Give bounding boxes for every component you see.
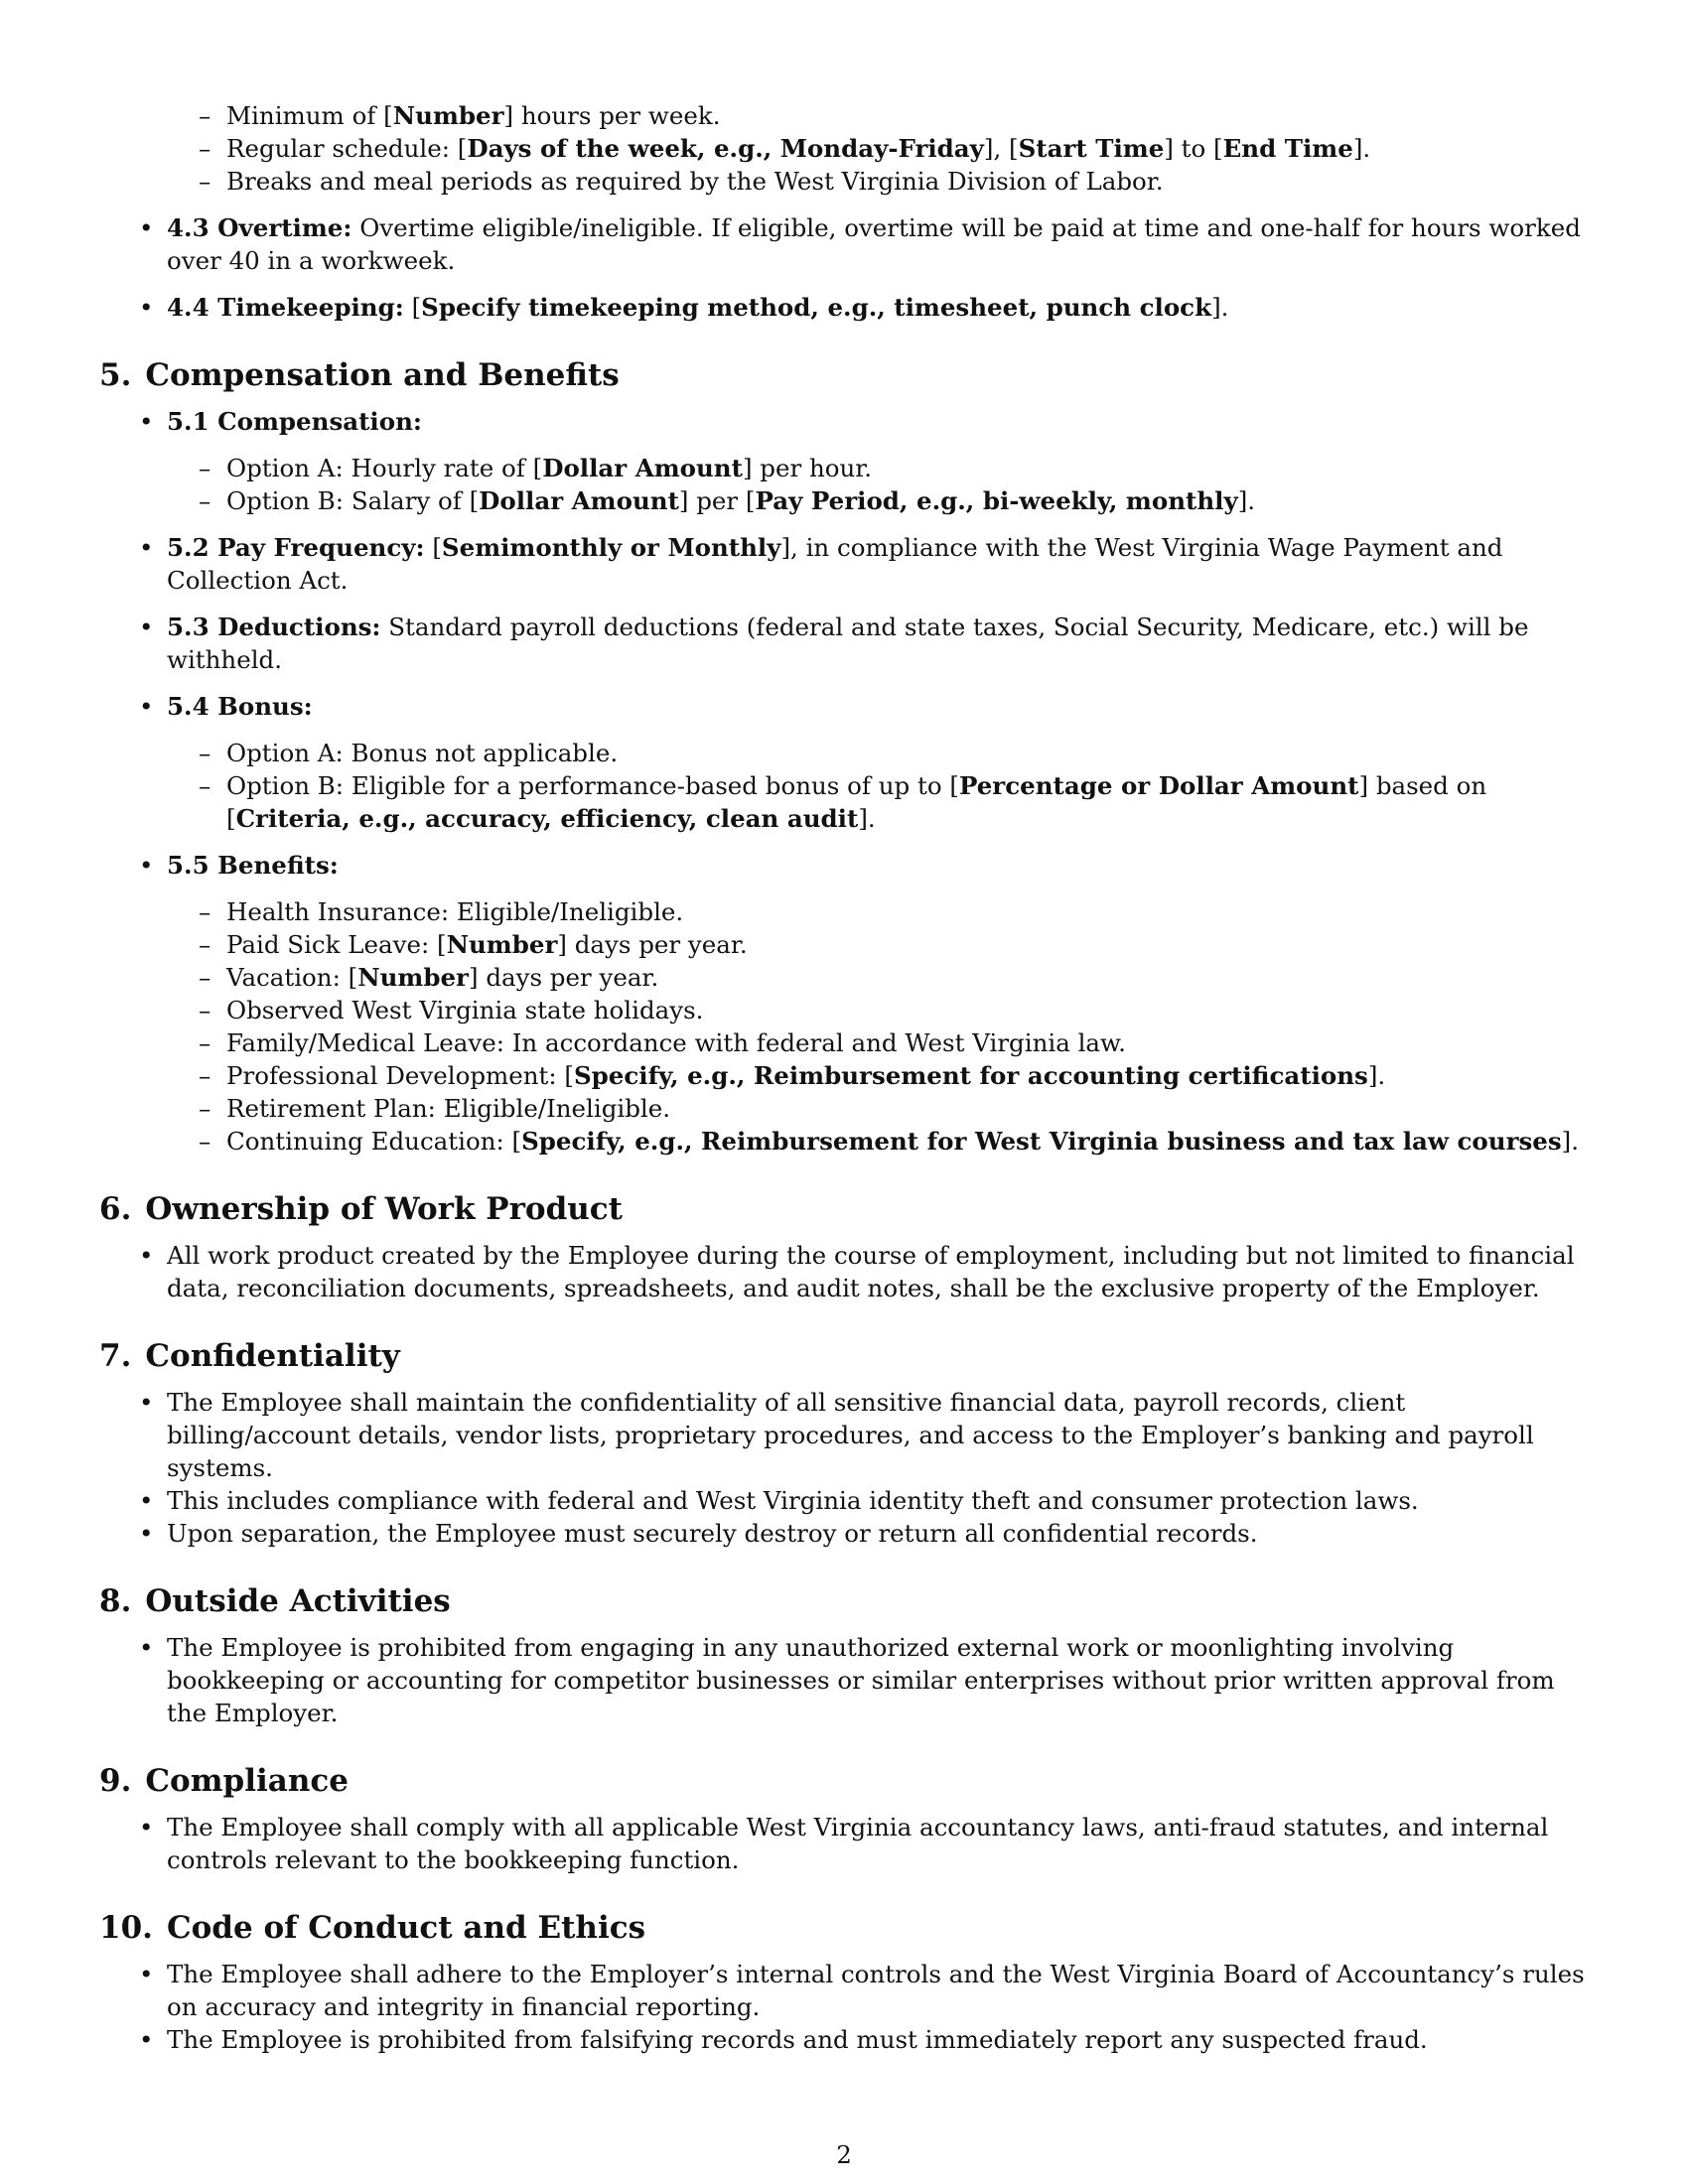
list-item: • Upon separation, the Employee must securely destroy or return all confidential records. [99, 1517, 1589, 1550]
section-5-list [99, 405, 1589, 1158]
list-item: – Family/Medical Leave: In accordance with federal and West Virginia law. [99, 1026, 1589, 1059]
section-8-list [99, 1631, 1589, 1729]
list-item: • The Employee is prohibited from engaging in any unauthorized external work or moonlighting involving bookkeeping or accounting for competitor businesses or similar enterprises without prior written approval from the Employer. [99, 1631, 1589, 1729]
schedule-sublist [99, 99, 1589, 198]
list-item: – Option A: Bonus not applicable. [99, 737, 1589, 769]
list-item: – Professional Development: [Specify, e.g., Reimbursement for accounting certifications]. [99, 1059, 1589, 1092]
bonus-item: • 5.4 Bonus: – Option A: Bonus not applicable. – Option B: Eligible for a performance-based bonus of up to [Percentage or Dollar Amount] based on [Criteria, e.g., accuracy, efficiency, clean audit]. [99, 690, 1589, 835]
page-number: 2 [836, 2140, 852, 2169]
section-heading-7: 7. Confidentiality [99, 1338, 400, 1374]
section-heading-5: 5. Compensation and Benefits [99, 357, 620, 393]
section-7-list [99, 1386, 1589, 1550]
deductions-item: • 5.3 Deductions: Standard payroll deductions (federal and state taxes, Social Security, Medicare, etc.) will be withheld. [99, 611, 1589, 676]
list-item: – Observed West Virginia state holidays. [99, 994, 1589, 1026]
section-9-list [99, 1811, 1589, 1876]
section-heading-9: 9. Compliance [99, 1763, 349, 1799]
page-content [99, 99, 1589, 2056]
section-4-list [99, 211, 1589, 324]
bonus-sublist [99, 737, 1589, 835]
list-item: – Minimum of [Number] hours per week. [99, 99, 1589, 132]
list-item: – Retirement Plan: Eligible/Ineligible. [99, 1092, 1589, 1125]
list-item: – Continuing Education: [Specify, e.g., Reimbursement for West Virginia business and tax law courses]. [99, 1125, 1589, 1158]
list-item: • All work product created by the Employee during the course of employment, including but not limited to financial data, reconciliation documents, spreadsheets, and audit notes, shall be the exclusive property of the Employer. [99, 1239, 1589, 1304]
benefits-sublist [99, 895, 1589, 1158]
list-item: – Vacation: [Number] days per year. [99, 961, 1589, 994]
list-item: • The Employee shall adhere to the Employer’s internal controls and the West Virginia Board of Accountancy’s rules on accuracy and integrity in financial reporting. [99, 1958, 1589, 2023]
list-item: • This includes compliance with federal and West Virginia identity theft and consumer protection laws. [99, 1484, 1589, 1517]
section-heading-8: 8. Outside Activities [99, 1583, 451, 1619]
compensation-sublist [99, 452, 1589, 517]
benefits-item: • 5.5 Benefits: – Health Insurance: Eligible/Ineligible. – Paid Sick Leave: [Number] days per year. – Vacation: [Number] days per year. – Observed West Virginia state holidays. – Family/Medical Leave: In accordance with federal and West Virginia law. – Professional Development: [Specify, e.g., Reimbursement for accounting certifications]. – Retirement Plan: Eligible/Ineligible. – Continuing Education: [Specify, e.g., Reimbursement for West Virginia business and tax law courses]. [99, 849, 1589, 1158]
section-6-list [99, 1239, 1589, 1304]
list-item: – Option B: Salary of [Dollar Amount] per [Pay Period, e.g., bi-weekly, monthly]. [99, 484, 1589, 517]
list-item: – Option A: Hourly rate of [Dollar Amount] per hour. [99, 452, 1589, 484]
compensation-item: • 5.1 Compensation: – Option A: Hourly rate of [Dollar Amount] per hour. – Option B: Salary of [Dollar Amount] per [Pay Period, e.g., bi-weekly, monthly]. [99, 405, 1589, 517]
list-item: – Option B: Eligible for a performance-based bonus of up to [Percentage or Dollar Amount] based on [Criteria, e.g., accuracy, efficiency, clean audit]. [99, 769, 1589, 835]
list-item: • The Employee shall comply with all applicable West Virginia accountancy laws, anti-fraud statutes, and internal controls relevant to the bookkeeping function. [99, 1811, 1589, 1876]
section-10-list [99, 1958, 1589, 2056]
list-item: – Regular schedule: [Days of the week, e.g., Monday-Friday], [Start Time] to [End Time]. [99, 132, 1589, 165]
section-heading-6: 6. Ownership of Work Product [99, 1191, 623, 1227]
list-item: – Health Insurance: Eligible/Ineligible. [99, 895, 1589, 928]
list-item: – Paid Sick Leave: [Number] days per year. [99, 928, 1589, 961]
pay-frequency-item: • 5.2 Pay Frequency: [Semimonthly or Monthly], in compliance with the West Virginia Wage Payment and Collection Act. [99, 531, 1589, 597]
overtime-item: • 4.3 Overtime: Overtime eligible/ineligible. If eligible, overtime will be paid at time and one-half for hours worked over 40 in a workweek. [99, 211, 1589, 277]
section-heading-10: 10. Code of Conduct and Ethics [99, 1910, 646, 1946]
list-item: • The Employee is prohibited from falsifying records and must immediately report any suspected fraud. [99, 2023, 1589, 2056]
list-item: – Breaks and meal periods as required by the West Virginia Division of Labor. [99, 165, 1589, 198]
timekeeping-item: • 4.4 Timekeeping: [Specify timekeeping method, e.g., timesheet, punch clock]. [99, 291, 1589, 324]
list-item: • The Employee shall maintain the confidentiality of all sensitive financial data, payroll records, client billing/account details, vendor lists, proprietary procedures, and access to the Employer’s banking and payroll systems. [99, 1386, 1589, 1484]
